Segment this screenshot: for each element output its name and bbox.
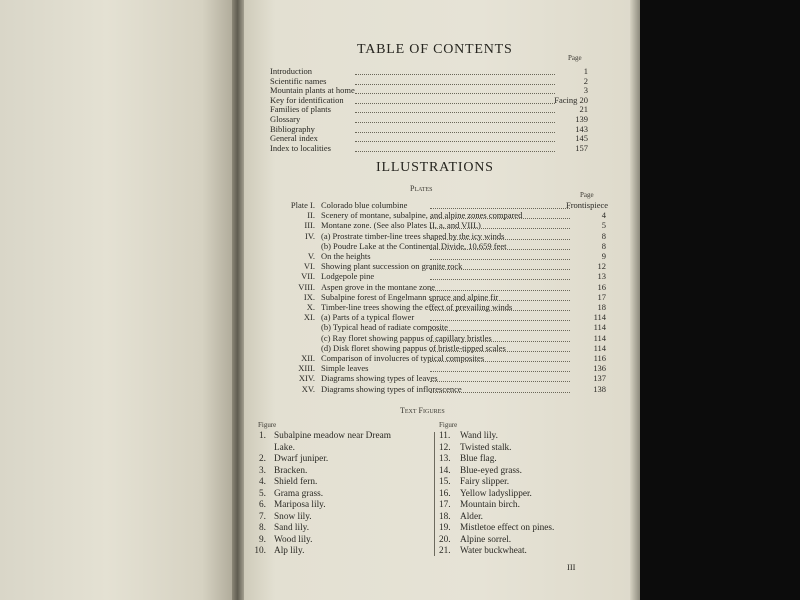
figure-number: 7. <box>259 511 266 522</box>
contents-entry-text: Mountain plants at home <box>270 85 355 96</box>
contents-entry-page: 3 <box>583 85 588 96</box>
plate-title: (b) Typical head of radiate composite <box>321 322 448 333</box>
figure-number: 6. <box>259 500 266 510</box>
figure-title: Blue flag. <box>460 454 497 464</box>
contents-leader <box>355 73 555 75</box>
page-number: III <box>567 562 576 572</box>
plate-number: VII. <box>301 271 315 282</box>
figure-number: 14. <box>439 465 451 476</box>
plate-title: Aspen grove in the montane zone <box>321 281 436 292</box>
plate-title: Simple leaves <box>321 363 369 374</box>
plate-title: (a) Parts of a typical flower <box>321 312 415 323</box>
plate-page: 114 <box>593 342 606 353</box>
contents-entry-page: Facing 20 <box>554 94 588 105</box>
plate-leader <box>430 319 570 321</box>
plate-leader <box>430 207 570 209</box>
plate-title: Scenery of montane, subalpine, and alpine zones compared <box>321 210 523 221</box>
plate-number: XII. <box>301 353 315 363</box>
figure-number: 4. <box>259 477 266 487</box>
plate-number: Plate I. <box>290 200 315 210</box>
plate-title: Showing plant succession on granite rock <box>321 261 463 272</box>
figure-number: 19. <box>439 523 451 533</box>
plate-page: 4 <box>601 210 606 221</box>
plate-title: Colorado blue columbine <box>321 200 408 210</box>
column-divider <box>434 432 435 556</box>
figure-number: 18. <box>439 511 451 522</box>
figure-number: 8. <box>259 523 266 533</box>
plate-number: VIII. <box>298 281 315 292</box>
plate-number: V. <box>307 251 315 261</box>
contents-entry-text: Families of plants <box>270 104 331 115</box>
contents-leader <box>355 140 555 142</box>
plate-page: 9 <box>601 251 606 261</box>
contents-entry-page: 143 <box>575 123 588 134</box>
plate-leader <box>430 380 570 382</box>
figure-number: 17. <box>439 500 451 510</box>
plate-number: IX. <box>303 291 315 302</box>
plate-leader <box>430 329 570 331</box>
contents-entry-text: Key for identification <box>270 94 344 105</box>
plate-leader <box>430 360 570 362</box>
contents-entry-text: Index to localities <box>270 142 331 153</box>
contents-entry-page: 2 <box>583 75 588 86</box>
plates-label: Plates <box>410 184 433 193</box>
plate-page: 5 <box>601 220 606 231</box>
plate-number: XIII. <box>298 363 315 374</box>
figure-title: Alder. <box>460 511 483 522</box>
plate-page: 114 <box>593 322 606 333</box>
contents-leader <box>355 102 555 104</box>
figure-number: 5. <box>259 488 266 499</box>
figure-title: Shield fern. <box>274 477 318 487</box>
plate-leader <box>430 391 570 393</box>
figure-title: Grama grass. <box>274 488 324 499</box>
figure-title: Wood lily. <box>274 534 313 545</box>
figure-title: Lake. <box>274 442 295 453</box>
plate-leader <box>430 258 570 260</box>
plate-number: X. <box>306 302 315 312</box>
plate-title: Subalpine forest of Engelmann spruce and alpine fir <box>321 291 499 302</box>
plate-page: 12 <box>597 261 606 272</box>
plate-leader <box>430 217 570 219</box>
figure-number: 21. <box>439 546 451 556</box>
plate-page: 138 <box>593 383 606 394</box>
plate-page: 114 <box>593 312 606 323</box>
plate-number: VI. <box>303 261 315 272</box>
contents-entry-text: Bibliography <box>270 123 315 134</box>
plate-title: Comparison of involucres of typical composites <box>321 353 485 363</box>
plate-leader <box>430 248 570 250</box>
contents-leader <box>355 150 555 152</box>
plate-leader <box>430 340 570 342</box>
plate-number: XIV. <box>298 373 315 384</box>
contents-page-label: Page <box>568 54 582 62</box>
plate-title: On the heights <box>321 251 371 261</box>
plate-leader <box>430 268 570 270</box>
plate-leader <box>430 370 570 372</box>
contents-leader <box>355 131 555 133</box>
figure-title: Alp lily. <box>274 546 305 556</box>
figure-title: Blue-eyed grass. <box>460 465 522 476</box>
plate-page: 8 <box>601 240 606 251</box>
contents-entry-page: 157 <box>575 142 588 153</box>
plate-title: Diagrams showing types of inflorescence <box>321 383 462 394</box>
plate-page: 17 <box>597 291 606 302</box>
figure-number: 16. <box>439 488 451 499</box>
plate-leader <box>430 278 570 280</box>
plate-page: 8 <box>601 230 606 241</box>
figure-title: Water buckwheat. <box>460 546 527 556</box>
plate-page: 13 <box>597 271 606 282</box>
contents-entry-page: 145 <box>575 133 588 144</box>
plate-page: 137 <box>593 373 606 384</box>
contents-entry-page: 1 <box>583 66 588 76</box>
plate-page: 136 <box>593 363 606 374</box>
figure-label-right: Figure <box>439 421 458 429</box>
figure-number: 10. <box>254 546 266 556</box>
plate-number: II. <box>307 210 315 221</box>
figure-number: 11. <box>439 431 451 441</box>
plate-title: (b) Poudre Lake at the Continental Divide, 10,659 feet <box>321 240 507 251</box>
plate-leader <box>430 299 570 301</box>
plate-number: IV. <box>305 230 315 241</box>
plate-page: 116 <box>593 353 606 363</box>
figure-title: Bracken. <box>274 465 308 476</box>
figure-title: Alpine sorrel. <box>460 534 512 545</box>
figure-number: 12. <box>439 442 451 453</box>
contents-leader <box>355 111 555 113</box>
contents-entry-text: General index <box>270 133 318 144</box>
plate-leader <box>430 238 570 240</box>
plate-leader <box>430 227 570 229</box>
figure-title: Fairy slipper. <box>460 477 510 487</box>
contents-leader <box>355 83 555 85</box>
figure-title: Snow lily. <box>274 511 312 522</box>
plate-leader <box>430 350 570 352</box>
contents-entry-text: Scientific names <box>270 75 327 86</box>
plate-leader <box>430 289 570 291</box>
figure-title: Mountain birch. <box>460 500 520 510</box>
illustrations-title: ILLUSTRATIONS <box>376 160 494 175</box>
plate-leader <box>430 309 570 311</box>
plates-page-label: Page <box>580 191 594 199</box>
plate-page: Frontispiece <box>566 200 609 210</box>
figure-title: Subalpine meadow near Dream <box>274 431 391 441</box>
plate-page: 114 <box>593 332 606 343</box>
figure-title: Wand lily. <box>460 431 498 441</box>
plate-number: XI. <box>303 312 315 323</box>
plate-page: 16 <box>597 281 606 292</box>
figure-number: 1. <box>259 431 266 441</box>
figure-number: 20. <box>439 534 451 545</box>
plate-title: Timber-line trees showing the effect of prevailing winds <box>321 302 513 312</box>
plate-title: (a) Prostrate timber-line trees shaped by the icy winds <box>321 230 505 241</box>
contents-entry-page: 21 <box>579 104 588 115</box>
figure-title: Dwarf juniper. <box>274 454 329 464</box>
figure-number: 3. <box>259 465 266 476</box>
plate-title: (c) Ray floret showing pappus of capillary bristles <box>321 332 492 343</box>
plate-number: XV. <box>301 383 315 394</box>
figure-title: Mistletoe effect on pines. <box>460 523 555 533</box>
contents-entry-page: 139 <box>575 114 588 124</box>
contents-entry-text: Introduction <box>270 66 313 76</box>
figure-title: Yellow ladyslipper. <box>460 488 532 499</box>
figure-title: Twisted stalk. <box>460 442 512 453</box>
left-page <box>0 0 238 600</box>
figure-number: 9. <box>259 534 266 545</box>
plate-title: Montane zone. (See also Plates II, a, and VIII.) <box>321 220 481 231</box>
figure-title: Mariposa lily. <box>274 500 326 510</box>
contents-leader <box>355 92 555 94</box>
plate-title: (d) Disk floret showing pappus of bristle-tipped scales <box>321 342 506 353</box>
page-edge <box>630 0 640 600</box>
plate-title: Lodgepole pine <box>321 271 375 282</box>
contents-entry-text: Glossary <box>270 114 301 124</box>
figure-number: 2. <box>259 454 266 464</box>
plate-number: III. <box>304 220 315 231</box>
contents-title: TABLE OF CONTENTS <box>357 42 513 57</box>
figure-number: 15. <box>439 477 451 487</box>
plate-page: 18 <box>597 302 606 312</box>
figure-title: Sand lily. <box>274 523 310 533</box>
figure-number: 13. <box>439 454 451 464</box>
contents-leader <box>355 121 555 123</box>
text-figures-label: Text Figures <box>400 406 445 415</box>
figure-label-left: Figure <box>258 421 277 429</box>
plate-title: Diagrams showing types of leaves <box>321 373 438 384</box>
